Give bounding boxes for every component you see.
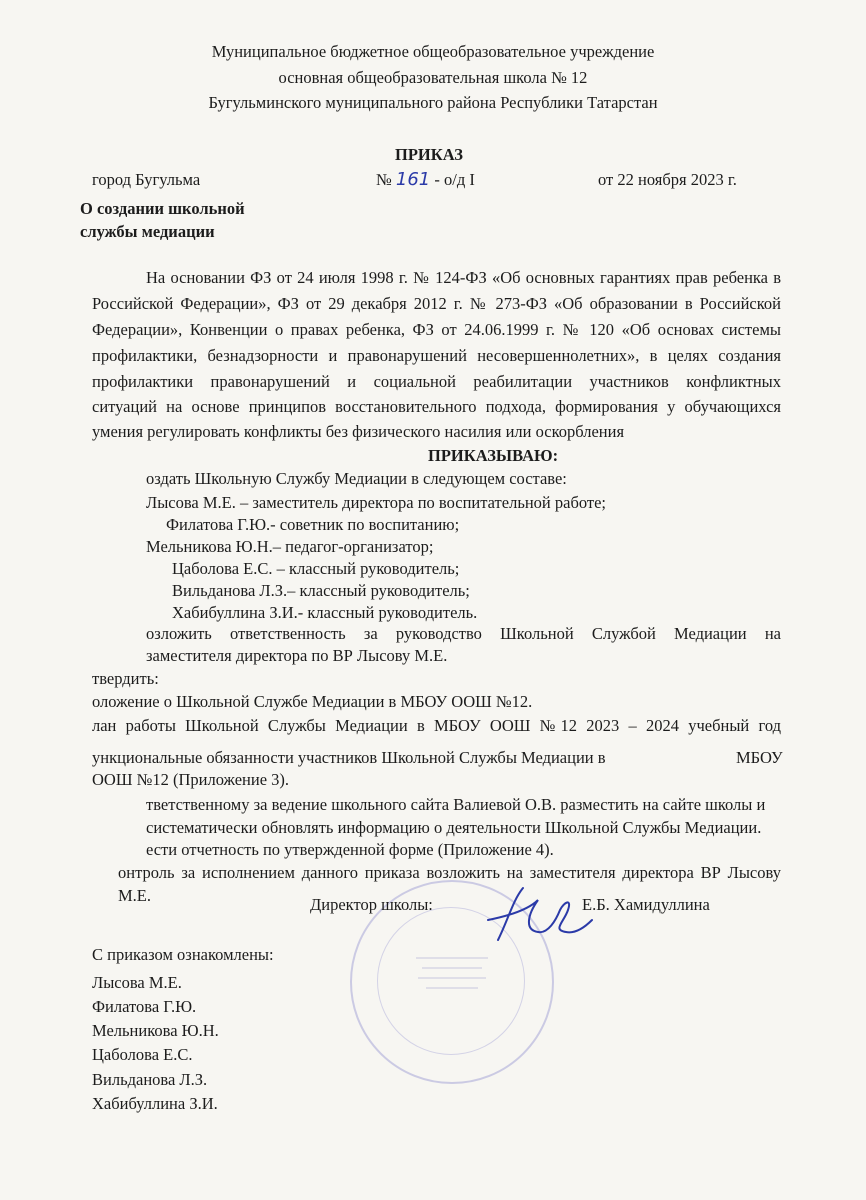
- item-3c: ункциональные обязанности участников Школьной Службы Медиации в: [92, 748, 606, 767]
- number-suffix: - о/д I: [434, 170, 475, 189]
- number-prefix: №: [376, 170, 392, 189]
- acquainted-name: Мельникова Ю.Н.: [92, 1021, 219, 1040]
- item-3b: лан работы Школьной Службы Медиации в МБОУ ООШ №12 2023 – 2024 учебный год: [92, 716, 781, 735]
- member-line: Вильданова Л.З.– классный руководитель;: [172, 581, 470, 600]
- org-name-line-2: основная общеобразовательная школа № 12: [278, 68, 588, 87]
- preamble-line: Российской Федерации», ФЗ от 29 декабря 2012 г. № 273-ФЗ «Об образовании в Российской: [92, 294, 781, 313]
- item-4: тветственному за ведение школьного сайта Валиевой О.В. разместить на сайте школы и: [146, 795, 766, 814]
- city: город Бугульма: [92, 170, 201, 189]
- preamble-line: Федерации», Конвенции о правах ребенка, ФЗ от 24.06.1999 г. № 120 «Об основах системы: [92, 320, 781, 339]
- item-3c-cont: ООШ №12 (Приложение 3).: [92, 770, 290, 789]
- member-line: Лысова М.Е. – заместитель директора по воспитательной работе;: [146, 493, 606, 512]
- acquainted-name: Цаболова Е.С.: [92, 1045, 193, 1064]
- signature-role: Директор школы:: [310, 895, 433, 914]
- acquainted-name: Хабибуллина З.И.: [92, 1094, 218, 1113]
- item-2-cont: заместителя директора по ВР Лысову М.Е.: [146, 646, 448, 665]
- member-line: Цаболова Е.С. – классный руководитель;: [172, 559, 460, 578]
- stamp-lines: [412, 952, 492, 992]
- acquainted-name: Филатова Г.Ю.: [92, 997, 197, 1016]
- org-name-line-1: Муниципальное бюджетное общеобразовательное учреждение: [211, 42, 655, 61]
- acquainted-name: Вильданова Л.З.: [92, 1070, 208, 1089]
- order-title: ПРИКАЗ: [395, 145, 463, 164]
- director-name: Е.Б. Хамидуллина: [582, 895, 710, 914]
- preamble-line: ситуаций на основе принципов восстановительного подхода, формирования у обучающихся: [92, 397, 781, 416]
- number-handwritten: 161: [395, 169, 431, 190]
- item-2: озложить ответственность за руководство Школьной Службой Медиации на: [146, 624, 781, 643]
- item-6-cont: М.Е.: [118, 886, 151, 905]
- item-3: твердить:: [92, 669, 159, 688]
- order-number: [376, 168, 475, 192]
- order-date: от 22 ноября 2023 г.: [598, 170, 737, 189]
- item-3a: оложение о Школьной Службе Медиации в МБОУ ООШ №12.: [92, 692, 533, 711]
- acquainted-name: Лысова М.Е.: [92, 973, 182, 992]
- preamble-line: На основании ФЗ от 24 июля 1998 г. № 124-ФЗ «Об основных гарантиях прав ребенка в: [146, 268, 781, 287]
- order-subject-line-2: службы медиации: [80, 222, 215, 241]
- item-5: ести отчетность по утвержденной форме (Приложение 4).: [146, 840, 554, 859]
- item-1: оздать Школьную Службу Медиации в следующем составе:: [146, 469, 567, 488]
- member-line: Хабибуллина З.И.- классный руководитель.: [172, 603, 478, 622]
- member-line: Мельникова Ю.Н.– педагог-организатор;: [146, 537, 434, 556]
- handwritten-signature: [468, 880, 598, 950]
- preamble-line: профилактики, безнадзорности и правонарушений несовершеннолетних», в целях создания: [92, 346, 781, 365]
- official-stamp-mark: [412, 952, 492, 995]
- preamble-line: профилактики правонарушений и социальной реабилитации участников конфликтных: [92, 372, 781, 391]
- acquainted-heading: С приказом ознакомлены:: [92, 945, 274, 964]
- item-4-cont: систематически обновлять информацию о деятельности Школьной Службы Медиации.: [146, 818, 762, 837]
- order-subject-line-1: О создании школьной: [80, 199, 245, 218]
- org-name-line-3: Бугульминского муниципального района Республики Татарстан: [208, 93, 658, 112]
- preamble-line: умения регулировать конфликты без физического насилия или оскорбления: [92, 422, 625, 441]
- decree-heading: ПРИКАЗЫВАЮ:: [428, 446, 559, 465]
- item-6: онтроль за исполнением данного приказа возложить на заместителя директора ВР Лысову: [118, 863, 781, 882]
- member-line: Филатова Г.Ю.- советник по воспитанию;: [166, 515, 460, 534]
- item-3c-right: МБОУ: [736, 748, 783, 767]
